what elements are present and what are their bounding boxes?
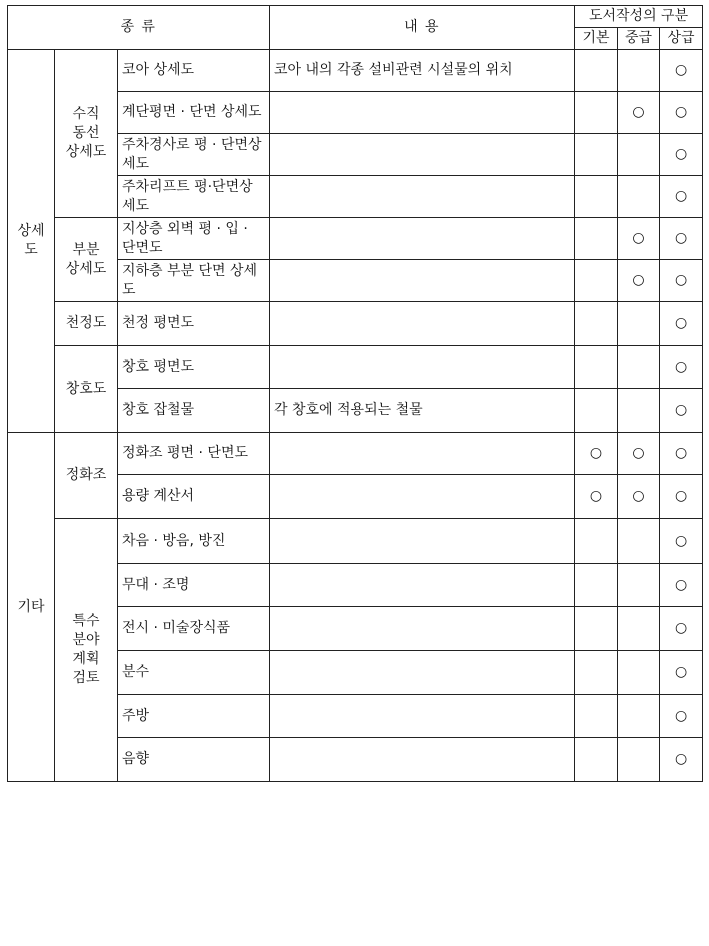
mark-intermediate xyxy=(618,389,660,433)
mark-advanced: ○ xyxy=(660,50,703,92)
row-name: 지하층 부분 단면 상세도 xyxy=(118,260,270,302)
row-content xyxy=(270,302,575,346)
mark-intermediate xyxy=(618,50,660,92)
mark-intermediate: ○ xyxy=(618,260,660,302)
row-content: 코아 내의 각종 설비관련 시설물의 위치 xyxy=(270,50,575,92)
mark-intermediate: ○ xyxy=(618,218,660,260)
mark-intermediate xyxy=(618,346,660,389)
mark-intermediate xyxy=(618,134,660,176)
section-other: 기타 xyxy=(8,433,55,782)
table-row xyxy=(8,218,703,260)
mark-intermediate xyxy=(618,519,660,564)
row-content xyxy=(270,176,575,218)
row-name: 정화조 평면 · 단면도 xyxy=(118,433,270,475)
mark-basic xyxy=(575,176,618,218)
mark-basic xyxy=(575,218,618,260)
group-ceiling: 천정도 xyxy=(55,302,118,346)
mark-basic xyxy=(575,302,618,346)
mark-advanced: ○ xyxy=(660,302,703,346)
row-name: 창호 평면도 xyxy=(118,346,270,389)
group-label: 수직 동선 상세도 xyxy=(65,106,107,160)
row-content xyxy=(270,260,575,302)
row-content xyxy=(270,475,575,519)
mark-advanced: ○ xyxy=(660,218,703,260)
group-label: 부분 상세도 xyxy=(65,241,107,277)
table-row xyxy=(8,519,703,564)
mark-basic xyxy=(575,50,618,92)
mark-basic xyxy=(575,134,618,176)
mark-basic xyxy=(575,346,618,389)
row-name: 천정 평면도 xyxy=(118,302,270,346)
mark-intermediate xyxy=(618,607,660,651)
mark-basic xyxy=(575,260,618,302)
mark-basic: ○ xyxy=(575,433,618,475)
section-detail xyxy=(8,50,55,433)
group-window: 창호도 xyxy=(55,346,118,433)
row-name: 주차리프트 평·단면상세도 xyxy=(118,176,270,218)
mark-intermediate xyxy=(618,176,660,218)
group-vertical xyxy=(55,50,118,218)
row-content xyxy=(270,738,575,782)
document-table xyxy=(7,5,703,782)
mark-basic xyxy=(575,389,618,433)
section-label: 상세 도 xyxy=(17,223,45,258)
mark-intermediate xyxy=(618,564,660,607)
mark-advanced: ○ xyxy=(660,695,703,738)
row-content xyxy=(270,92,575,134)
mark-basic xyxy=(575,738,618,782)
mark-advanced: ○ xyxy=(660,607,703,651)
table-row xyxy=(8,433,703,475)
row-content xyxy=(270,134,575,176)
mark-intermediate xyxy=(618,651,660,695)
row-content xyxy=(270,346,575,389)
mark-basic xyxy=(575,92,618,134)
row-content xyxy=(270,519,575,564)
row-name: 코아 상세도 xyxy=(118,50,270,92)
mark-advanced: ○ xyxy=(660,433,703,475)
row-name: 주방 xyxy=(118,695,270,738)
mark-intermediate xyxy=(618,738,660,782)
mark-advanced: ○ xyxy=(660,519,703,564)
row-name: 창호 잡철물 xyxy=(118,389,270,433)
row-name: 용량 계산서 xyxy=(118,475,270,519)
header-grade-advanced: 상급 xyxy=(660,28,703,50)
row-content xyxy=(270,607,575,651)
header-grade-basic: 기본 xyxy=(575,28,618,50)
header-content: 내 용 xyxy=(270,6,575,50)
row-name: 주차경사로 평 · 단면상세도 xyxy=(118,134,270,176)
table-row xyxy=(8,302,703,346)
group-label: 특수 분야 계획 검토 xyxy=(72,613,100,686)
mark-advanced: ○ xyxy=(660,92,703,134)
row-name: 차음 · 방음, 방진 xyxy=(118,519,270,564)
mark-intermediate: ○ xyxy=(618,433,660,475)
table-row xyxy=(8,346,703,389)
row-content xyxy=(270,651,575,695)
mark-basic xyxy=(575,564,618,607)
row-name: 지상층 외벽 평 · 입 · 단면도 xyxy=(118,218,270,260)
row-content xyxy=(270,218,575,260)
mark-advanced: ○ xyxy=(660,651,703,695)
mark-advanced: ○ xyxy=(660,134,703,176)
mark-intermediate xyxy=(618,302,660,346)
mark-advanced: ○ xyxy=(660,475,703,519)
mark-intermediate: ○ xyxy=(618,92,660,134)
mark-basic xyxy=(575,651,618,695)
header-kind: 종 류 xyxy=(8,6,270,50)
mark-advanced: ○ xyxy=(660,260,703,302)
mark-basic xyxy=(575,519,618,564)
group-partial xyxy=(55,218,118,302)
mark-intermediate xyxy=(618,695,660,738)
header-grade-group: 도서작성의 구분 xyxy=(575,6,703,28)
row-content: 각 창호에 적용되는 철물 xyxy=(270,389,575,433)
row-name: 계단평면 · 단면 상세도 xyxy=(118,92,270,134)
group-septic: 정화조 xyxy=(55,433,118,519)
row-name: 전시 · 미술장식품 xyxy=(118,607,270,651)
row-name: 무대 · 조명 xyxy=(118,564,270,607)
row-name: 분수 xyxy=(118,651,270,695)
group-special xyxy=(55,519,118,782)
header-grade-intermediate: 중급 xyxy=(618,28,660,50)
table-row xyxy=(8,50,703,92)
mark-advanced: ○ xyxy=(660,346,703,389)
row-name: 음향 xyxy=(118,738,270,782)
mark-basic: ○ xyxy=(575,475,618,519)
mark-advanced: ○ xyxy=(660,176,703,218)
row-content xyxy=(270,433,575,475)
row-content xyxy=(270,564,575,607)
mark-advanced: ○ xyxy=(660,564,703,607)
mark-advanced: ○ xyxy=(660,738,703,782)
mark-advanced: ○ xyxy=(660,389,703,433)
mark-basic xyxy=(575,695,618,738)
row-content xyxy=(270,695,575,738)
mark-basic xyxy=(575,607,618,651)
mark-intermediate: ○ xyxy=(618,475,660,519)
